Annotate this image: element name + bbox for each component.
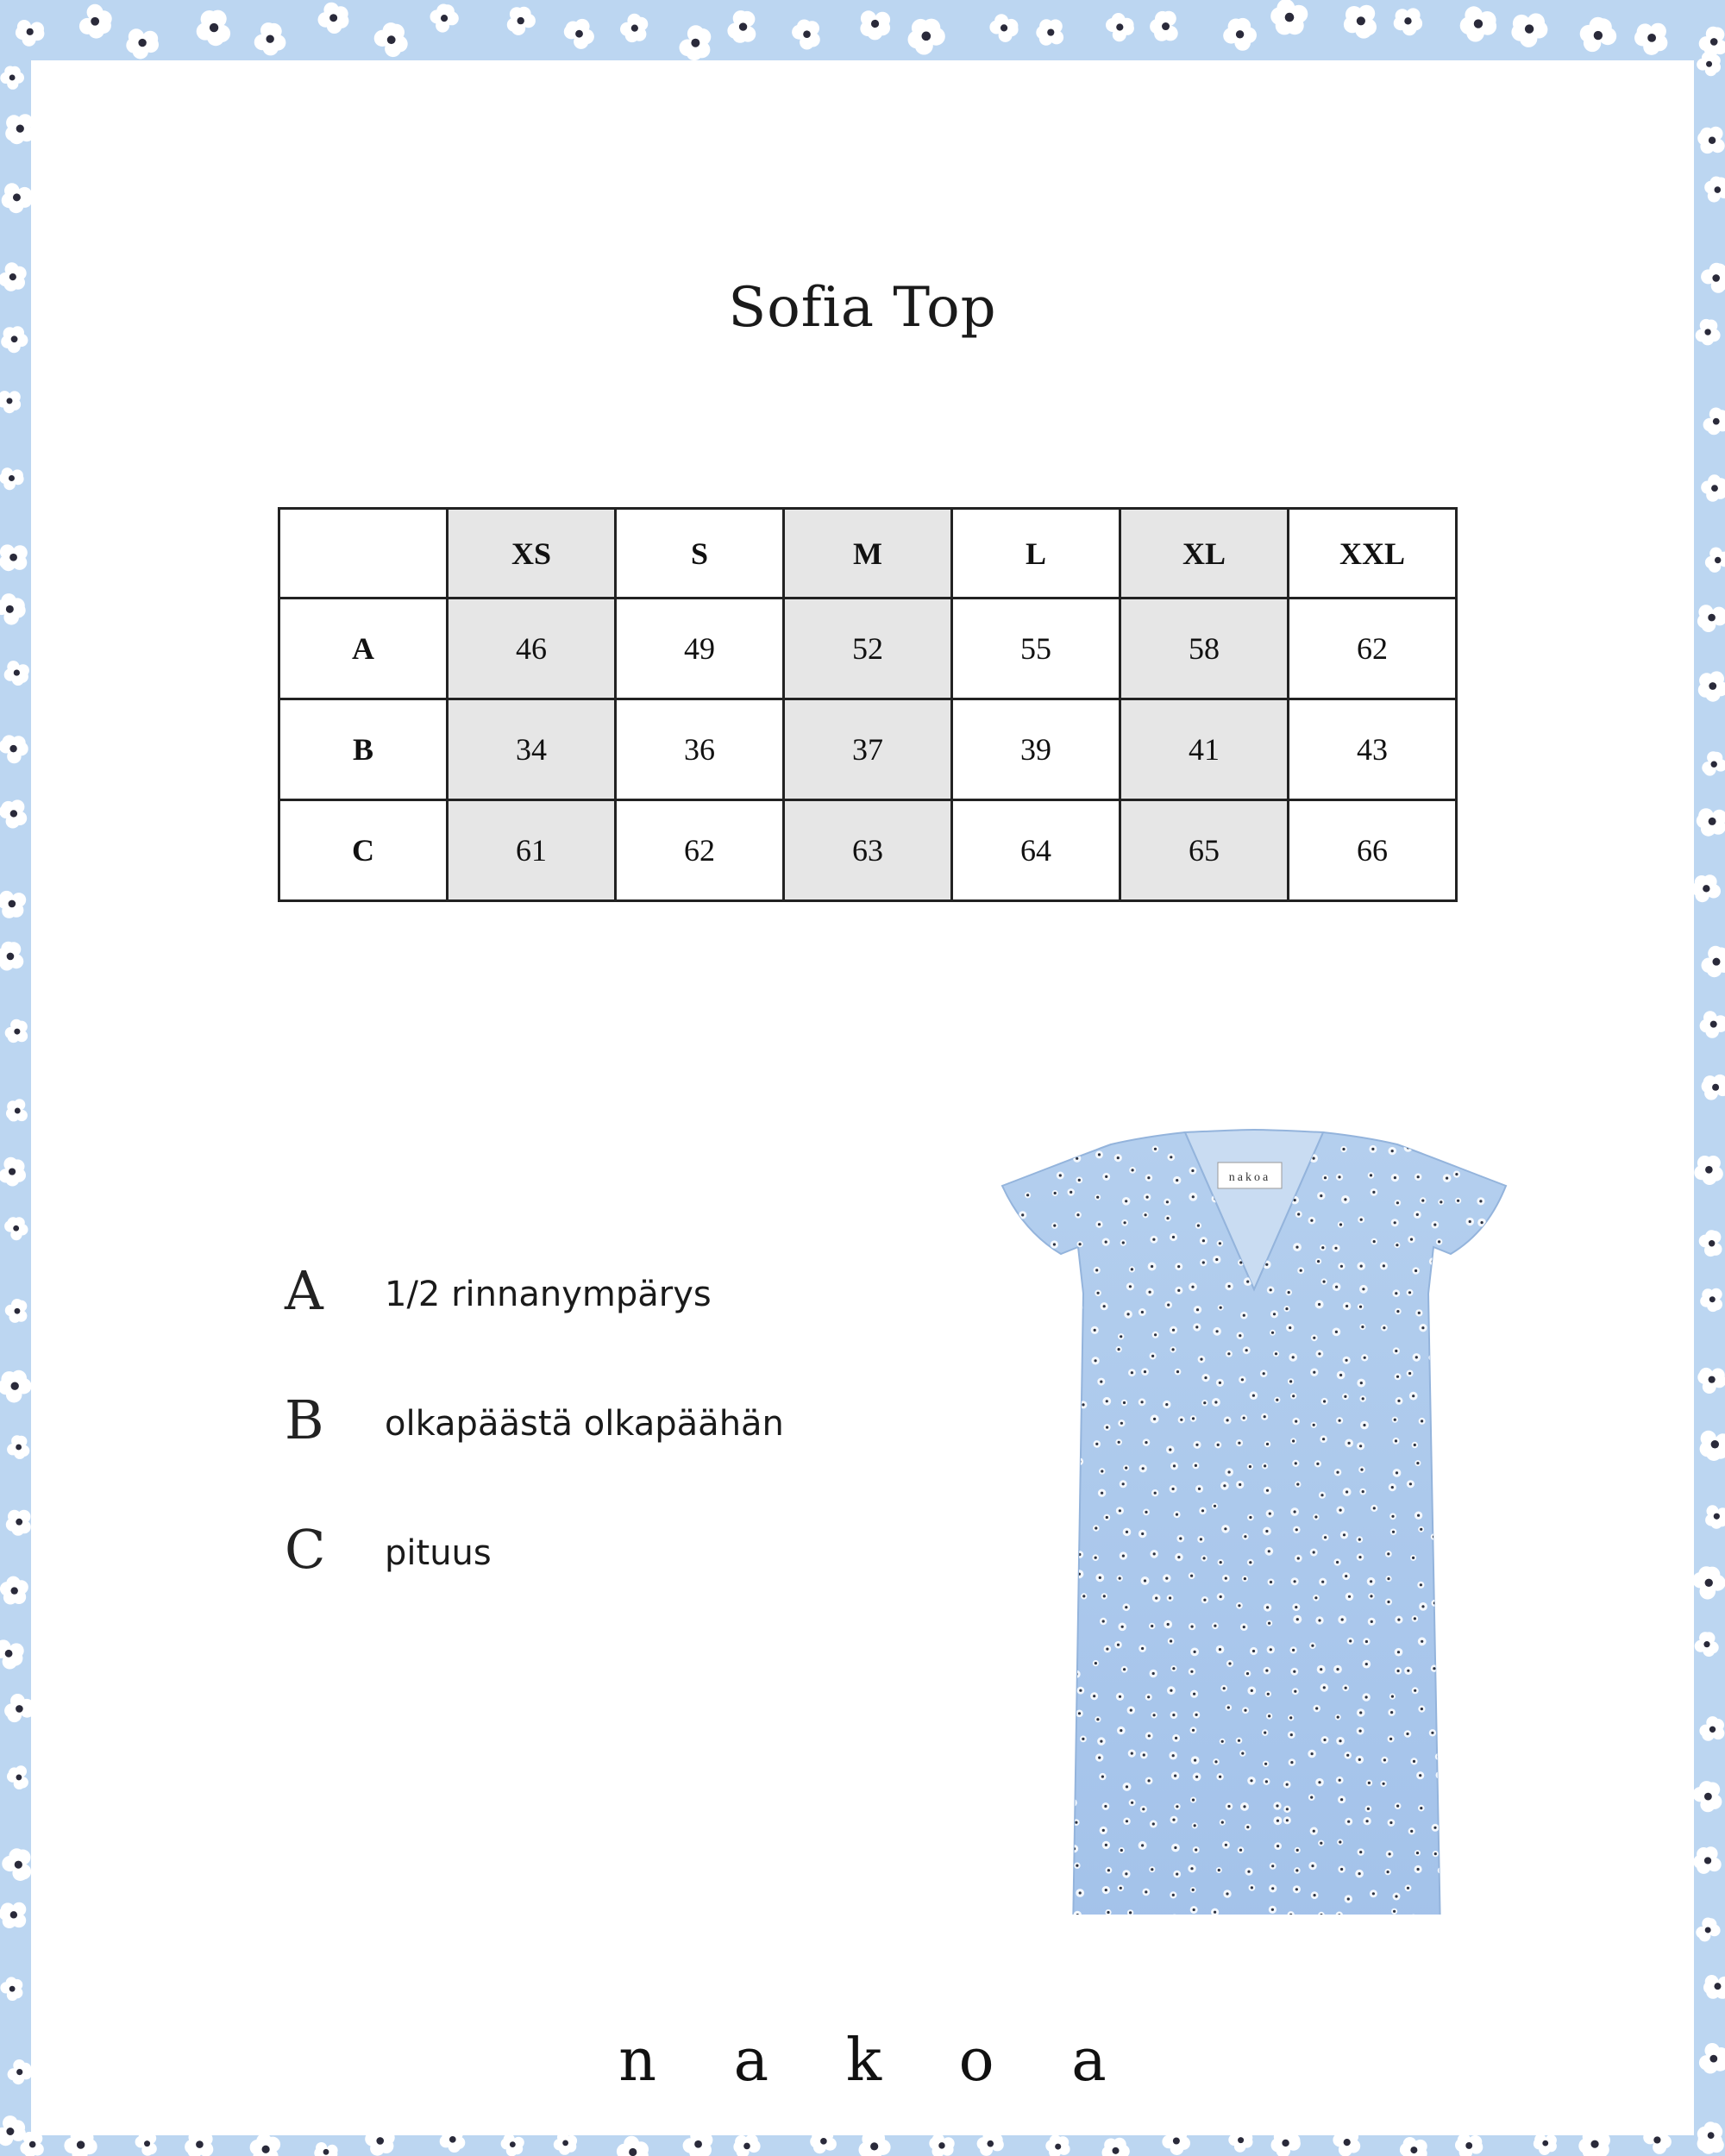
- table-cell: 61: [448, 800, 616, 901]
- border-flower-icon: [1705, 1505, 1725, 1529]
- border-flower-icon: [1697, 127, 1725, 154]
- border-flower-icon: [0, 1902, 26, 1928]
- border-flower-icon: [564, 19, 594, 49]
- table-cell: 58: [1120, 599, 1289, 699]
- table-cell: 41: [1120, 699, 1289, 800]
- garment-body: [994, 1130, 1522, 1915]
- border-flower-icon: [1634, 23, 1667, 55]
- border-flower-icon: [1455, 2134, 1483, 2156]
- brand-logo: n a k o a: [618, 2027, 1136, 2095]
- border-flower-icon: [374, 22, 408, 57]
- border-flower-icon: [5, 114, 34, 144]
- size-header-l: L: [952, 509, 1120, 599]
- border-flower-icon: [727, 10, 756, 43]
- border-flower-icon: [126, 28, 159, 59]
- border-flower-icon: [0, 942, 23, 971]
- border-flower-icon: [989, 14, 1018, 42]
- table-cell: 65: [1120, 800, 1289, 901]
- border-flower-icon: [680, 25, 712, 60]
- border-flower-icon: [1102, 2138, 1130, 2156]
- border-flower-icon: [1702, 751, 1725, 775]
- border-flower-icon: [0, 66, 24, 90]
- table-cell: 46: [448, 599, 616, 699]
- border-flower-icon: [0, 593, 26, 624]
- border-flower-icon: [1106, 13, 1134, 41]
- row-label-a: A: [279, 599, 448, 699]
- border-flower-icon: [1699, 27, 1725, 57]
- border-flower-icon: [6, 1510, 31, 1536]
- border-flower-icon: [1400, 2137, 1427, 2156]
- border-flower-icon: [733, 2134, 760, 2156]
- border-flower-icon: [792, 20, 820, 50]
- border-flower-icon: [1698, 671, 1725, 701]
- border-flower-icon: [1580, 17, 1617, 52]
- border-flower-icon: [0, 467, 24, 490]
- border-flower-icon: [0, 1370, 32, 1403]
- border-flower-icon: [1697, 1368, 1725, 1394]
- border-flower-icon: [1704, 177, 1725, 203]
- size-table: [278, 507, 1458, 902]
- border-flower-icon: [1702, 1075, 1725, 1100]
- row-label-b: B: [279, 699, 448, 800]
- legend-letter-b: B: [285, 1388, 324, 1451]
- border-flower-icon: [2, 1848, 31, 1881]
- size-guide-card: [31, 60, 1694, 2135]
- border-flower-icon: [1693, 1781, 1722, 1812]
- table-cell: 63: [784, 800, 952, 901]
- row-label-c: C: [279, 800, 448, 901]
- border-flower-icon: [5, 1299, 28, 1323]
- size-header-xxl: XXL: [1289, 509, 1457, 599]
- border-flower-icon: [1700, 1431, 1725, 1461]
- border-flower-icon: [1344, 5, 1377, 39]
- border-flower-icon: [0, 391, 21, 413]
- border-flower-icon: [1, 326, 28, 353]
- border-flower-icon: [1697, 605, 1725, 632]
- border-flower-icon: [7, 1435, 29, 1459]
- sofia-top-product-image: [911, 1069, 1575, 1915]
- border-flower-icon: [1534, 2134, 1557, 2155]
- border-flower-icon: [0, 891, 26, 918]
- table-cell: 49: [616, 599, 784, 699]
- border-flower-icon: [16, 20, 45, 47]
- border-flower-icon: [1699, 1230, 1722, 1257]
- border-flower-icon: [8, 2059, 32, 2084]
- border-flower-icon: [4, 1217, 28, 1240]
- border-flower-icon: [135, 2132, 157, 2156]
- border-flower-icon: [0, 1576, 28, 1605]
- table-cell: 64: [952, 800, 1120, 901]
- table-row: [279, 599, 1457, 699]
- border-flower-icon: [197, 10, 230, 47]
- border-flower-icon: [1702, 946, 1725, 977]
- border-flower-icon: [1511, 13, 1547, 47]
- border-flower-icon: [254, 22, 286, 55]
- border-flower-icon: [908, 19, 945, 55]
- legend-letter-c: C: [285, 1518, 326, 1581]
- border-flower-icon: [1699, 1716, 1724, 1741]
- border-flower-icon: [1697, 808, 1725, 837]
- border-flower-icon: [1045, 2134, 1070, 2156]
- size-table-corner-cell: [279, 509, 448, 599]
- border-flower-icon: [6, 1099, 28, 1121]
- border-flower-icon: [1394, 8, 1422, 35]
- border-flower-icon: [318, 3, 349, 34]
- border-flower-icon: [1705, 548, 1725, 573]
- border-flower-icon: [860, 10, 890, 40]
- border-flower-icon: [4, 1694, 34, 1722]
- page-title: Sofia Top: [728, 276, 997, 340]
- table-cell: 62: [616, 800, 784, 901]
- border-flower-icon: [4, 661, 29, 686]
- legend-text-a: 1/2 rinnanympärys: [385, 1275, 712, 1314]
- border-flower-icon: [0, 544, 28, 571]
- table-cell: 52: [784, 599, 952, 699]
- table-cell: 43: [1289, 699, 1457, 800]
- border-flower-icon: [1700, 1288, 1722, 1312]
- border-flower-icon: [314, 2142, 337, 2156]
- table-cell: 66: [1289, 800, 1457, 901]
- table-cell: 39: [952, 699, 1120, 800]
- border-flower-icon: [1223, 18, 1257, 51]
- border-flower-icon: [1701, 474, 1725, 501]
- garment-tag-text: nakoa: [1228, 1171, 1271, 1184]
- border-flower-icon: [1692, 1566, 1725, 1599]
- size-header-m: M: [784, 509, 952, 599]
- border-flower-icon: [501, 2134, 524, 2156]
- border-flower-icon: [5, 1019, 28, 1043]
- border-flower-icon: [1703, 408, 1725, 436]
- size-header-s: S: [616, 509, 784, 599]
- size-header-xs: XS: [448, 509, 616, 599]
- border-flower-icon: [250, 2134, 281, 2156]
- border-flower-icon: [1270, 0, 1308, 34]
- border-flower-icon: [1703, 1975, 1725, 1999]
- size-header-xl: XL: [1120, 509, 1289, 599]
- border-flower-icon: [929, 2134, 954, 2156]
- table-row: [279, 800, 1457, 901]
- border-flower-icon: [1699, 2043, 1725, 2074]
- size-table-header-row: [279, 509, 1457, 599]
- border-flower-icon: [0, 1639, 24, 1669]
- border-flower-icon: [1694, 1156, 1723, 1185]
- border-flower-icon: [7, 1765, 28, 1789]
- table-cell: 37: [784, 699, 952, 800]
- border-flower-icon: [1695, 1632, 1719, 1657]
- border-flower-icon: [79, 4, 112, 39]
- border-flower-icon: [1460, 6, 1496, 41]
- legend-text-b: olkapäästä olkapäähän: [385, 1404, 784, 1444]
- border-flower-icon: [0, 1977, 22, 2001]
- border-flower-icon: [1036, 19, 1063, 46]
- border-flower-icon: [430, 4, 459, 33]
- border-flower-icon: [0, 262, 27, 291]
- border-flower-icon: [1696, 1918, 1720, 1942]
- border-flower-icon: [0, 735, 28, 763]
- border-flower-icon: [1696, 319, 1721, 346]
- border-flower-icon: [1700, 1011, 1725, 1038]
- border-flower-icon: [0, 2115, 26, 2146]
- border-flower-icon: [1693, 1846, 1721, 1874]
- table-cell: 36: [616, 699, 784, 800]
- border-flower-icon: [1701, 263, 1725, 293]
- border-flower-icon: [620, 14, 648, 42]
- border-flower-icon: [1697, 52, 1721, 76]
- border-flower-icon: [1150, 11, 1178, 41]
- border-flower-icon: [2, 183, 33, 213]
- border-flower-icon: [1691, 874, 1721, 902]
- border-flower-icon: [617, 2136, 649, 2156]
- table-cell: 34: [448, 699, 616, 800]
- table-cell: 55: [952, 599, 1120, 699]
- table-row: [279, 699, 1457, 800]
- legend-letter-a: A: [285, 1259, 323, 1322]
- legend-text-c: pituus: [385, 1533, 492, 1573]
- border-flower-icon: [0, 799, 27, 828]
- border-flower-icon: [507, 7, 536, 35]
- border-flower-icon: [0, 1157, 26, 1187]
- table-cell: 62: [1289, 599, 1457, 699]
